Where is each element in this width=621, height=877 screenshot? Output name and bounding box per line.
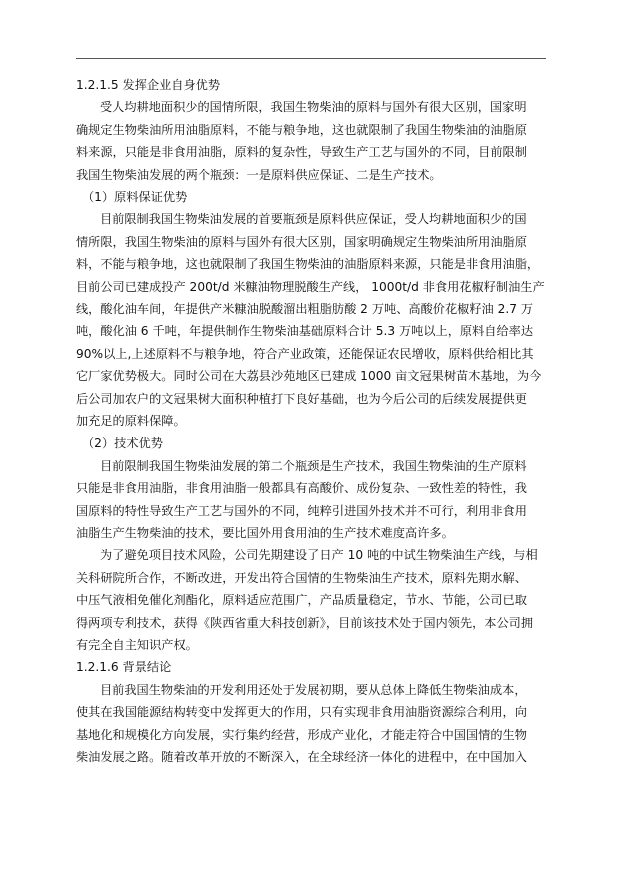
section-heading: 1.2.1.5 发挥企业自身优势 (76, 78, 221, 92)
subsection-heading: （2）技术优势 (82, 436, 163, 451)
paragraph-line: 国原料的特性导致生产工艺与国外的不同，纯粹引进国外技术并不可行，利用非食用 (76, 503, 527, 518)
paragraph-line: 线，酸化油车间，年提供产米糠油脱酸溜出粗脂肪酸 2 万吨、高酸价花椒籽油 2.7 万 (76, 302, 534, 316)
paragraph-line: 关科研院所合作，不断改进，开发出符合国情的生物柴油生产技术，原料先期水解、 (76, 570, 527, 585)
paragraph-line: 料来源，只能是非食用油脂，原料的复杂性，导致生产工艺与国外的不同，目前限制 (76, 145, 527, 160)
paragraph-line: 我国生物柴油发展的两个瓶颈：一是原料供应保证、二是生产技术。 (76, 167, 442, 182)
paragraph-line: 目前公司已建成投产 200t/d 米糠油物理脱酸生产线， 1000t/d 非食用花椒籽制油生产 (76, 279, 545, 294)
paragraph-line: 料，不能与粮争地，这也就限制了我国生物柴油的油脂原料来源，只能是非食用油脂， (76, 257, 540, 272)
paragraph-line: 基地化和规模化方向发展，实行集约经营，形成产业化，才能走符合中国国情的生物 (76, 727, 527, 742)
paragraph-line: 90%以上,上述原料不与粮争地，符合产业政策，还能保证农民增收，原料供给相比其 (76, 346, 534, 361)
paragraph-line: 受人均耕地面积少的国情所限，我国生物柴油的原料与国外有很大区别，国家明 (100, 100, 527, 115)
paragraph-line: 加充足的原料保障。 (76, 414, 186, 428)
paragraph-line: 得两项专利技术，获得《陕西省重大科技创新》，目前该技术处于国内领先，本公司拥 (76, 615, 534, 630)
paragraph-line: 柴油发展之路。随着改革开放的不断深入，在全球经济一体化的进程中，在中国加入 (76, 750, 527, 764)
paragraph-line: 吨，酸化油 6 千吨，年提供制作生物柴油基础原料合计 5.3 万吨以上，原料自给率达 (76, 324, 534, 339)
paragraph-line: 油脂生产生物柴油的技术，要比国外用食用油的生产技术难度高许多。 (76, 526, 454, 540)
subsection-heading: （1）原料保证优势 (82, 190, 188, 204)
header-rule (76, 58, 546, 59)
paragraph-line: 目前限制我国生物柴油发展的第二个瓶颈是生产技术，我国生物柴油的生产原料 (100, 458, 527, 473)
paragraph-line: 确规定生物柴油所用油脂原料，不能与粮争地，这也就限制了我国生物柴油的油脂原 (76, 122, 527, 137)
paragraph-line: 有完全自主知识产权。 (76, 638, 198, 652)
paragraph-line: 中压气液相免催化剂酯化，原料适应范围广，产品质量稳定，节水、节能，公司已取 (76, 593, 527, 608)
paragraph-line: 它厂家优势极大。同时公司在大荔县沙苑地区已建成 1000 亩文冠果树苗木基地，为今 (76, 369, 542, 384)
section-heading: 1.2.1.6 背景结论 (76, 660, 172, 675)
paragraph-line: 使其在我国能源结构转变中发挥更大的作用，只有实现非食用油脂资源综合利用，向 (76, 705, 527, 720)
paragraph-line: 目前限制我国生物柴油发展的首要瓶颈是原料供应保证，受人均耕地面积少的国 (100, 212, 527, 227)
paragraph-line: 后公司加农户的文冠果树大面积种植打下良好基础，也为今后公司的后续发展提供更 (76, 391, 527, 406)
paragraph-line: 只能是非食用油脂，非食用油脂一般都具有高酸价、成份复杂、一致性差的特性，我 (76, 481, 527, 496)
paragraph-line: 目前我国生物柴油的开发利用还处于发展初期，要从总体上降低生物柴油成本， (100, 682, 527, 697)
paragraph-line: 为了避免项目技术风险，公司先期建设了日产 10 吨的中试生物柴油生产线，与相 (100, 548, 538, 563)
paragraph-line: 情所限，我国生物柴油的原料与国外有很大区别，国家明确规定生物柴油所用油脂原 (76, 234, 527, 249)
